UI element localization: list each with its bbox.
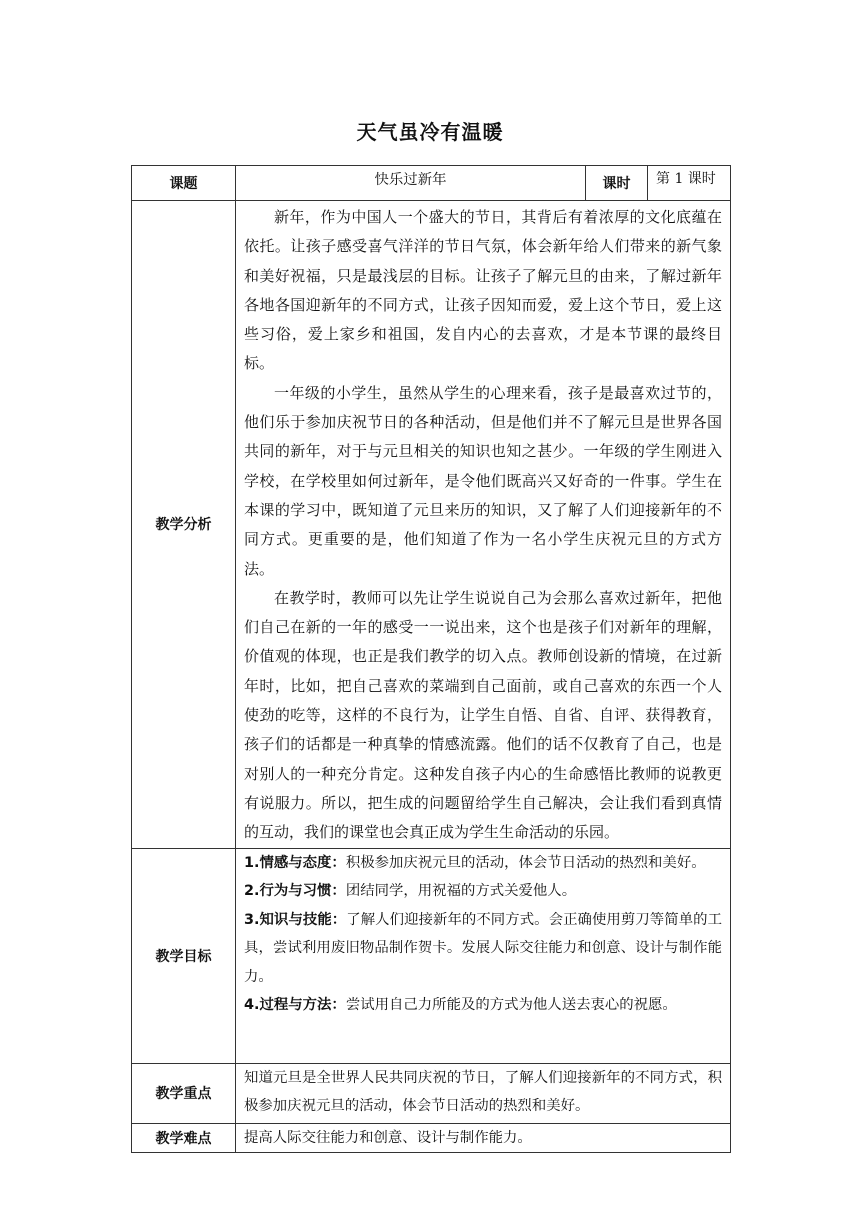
analysis-paragraph-2: 一年级的小学生，虽然从学生的心理来看，孩子是最喜欢过节的，他们乐于参加庆祝节日的各种活动，但是他们并不了解元旦是世界各国共同的新年，对于与元旦相关的知识也知之甚少。一年级的学生刚进入学校，在学校里如何过新年，是令他们既高兴又好奇的一件事。学生在本课的学习中，既知道了元旦来历的知识，又了解了人们迎接新年的不同方式。更重要的是，他们知道了作为一名小学生庆祝元旦的方式方法。 <box>244 383 722 578</box>
goal-item <box>244 877 722 906</box>
goals-row <box>132 848 731 1063</box>
page-title: 天气虽冷有温暖 <box>356 120 504 144</box>
goal-item <box>244 906 722 992</box>
key-points-text: 知道元旦是全世界人民共同庆祝的节日，了解人们迎接新年的不同方式，积极参加庆祝元旦的活动，体会节日活动的热烈和美好。 <box>244 1069 722 1115</box>
goal-text: 积极参加庆祝元旦的活动，体会节日活动的热烈和美好。 <box>345 854 706 871</box>
goal-heading: 1.情感与态度： <box>244 854 346 871</box>
analysis-label: 教学分析 <box>132 201 236 849</box>
goal-item <box>244 991 722 1020</box>
key-points-row <box>132 1063 731 1123</box>
goal-item <box>244 849 722 878</box>
difficulties-text: 提高人际交往能力和创意、设计与制作能力。 <box>244 1129 532 1146</box>
key-points-content <box>236 1063 731 1123</box>
goal-text: 团结同学，用祝福的方式关爱他人。 <box>345 883 577 900</box>
goal-text: 尝试用自己力所能及的方式为他人送去衷心的祝愿。 <box>345 997 677 1014</box>
difficulties-label: 教学难点 <box>132 1123 236 1153</box>
goals-content <box>236 848 731 1063</box>
lesson-plan-table <box>131 165 731 1153</box>
header-row <box>132 166 731 201</box>
period-value: 第 1 课时 <box>648 166 731 201</box>
difficulties-content <box>236 1123 731 1153</box>
goal-text: 了解人们迎接新年的不同方式。会正确使用剪刀等简单的工具，尝试利用废旧物品制作贺卡。发展人际交往能力和创意、设计与制作能力。 <box>244 911 722 985</box>
goals-label: 教学目标 <box>132 848 236 1063</box>
analysis-paragraph-3: 在教学时，教师可以先让学生说说自己为会那么喜欢过新年，把他们自己在新的一年的感受一一说出来，这个也是孩子们对新年的理解，价值观的体现，也正是我们教学的切入点。教师创设新的情境，在过新年时，比如，把自己喜欢的菜端到自己面前，或自己喜欢的东西一个人使劲的吃等，这样的不良行为，让学生自悟、自省、自评、获得教育，孩子们的话都是一种真挚的情感流露。他们的话不仅教育了自己，也是对别人的一种充分肯定。这种发自孩子内心的生命感悟比教师的说教更有说服力。所以，把生成的问题留给学生自己解决，会让我们看到真情的互动，我们的课堂也会真正成为学生生命活动的乐园。 <box>244 588 722 842</box>
analysis-paragraph-1: 新年，作为中国人一个盛大的节日，其背后有着浓厚的文化底蕴在依托。让孩子感受喜气洋洋的节日气氛，体会新年给人们带来的新气象和美好祝福，只是最浅层的目标。让孩子了解元旦的由来，了解过新年各地各国迎新年的不同方式，让孩子因知而爱，爱上这个节日，爱上这些习俗，爱上家乡和祖国，发自内心的去喜欢，才是本节课的最终目标。 <box>244 208 722 373</box>
period-label: 课时 <box>586 166 648 201</box>
topic-label: 课题 <box>132 166 236 201</box>
analysis-content <box>236 201 731 849</box>
key-points-label: 教学重点 <box>132 1063 236 1123</box>
goal-heading: 4.过程与方法： <box>244 997 346 1014</box>
topic-value: 快乐过新年 <box>236 166 586 201</box>
goal-heading: 2.行为与习惯： <box>244 883 346 900</box>
difficulties-row <box>132 1123 731 1153</box>
analysis-row <box>132 201 731 849</box>
goal-heading: 3.知识与技能： <box>244 911 347 928</box>
